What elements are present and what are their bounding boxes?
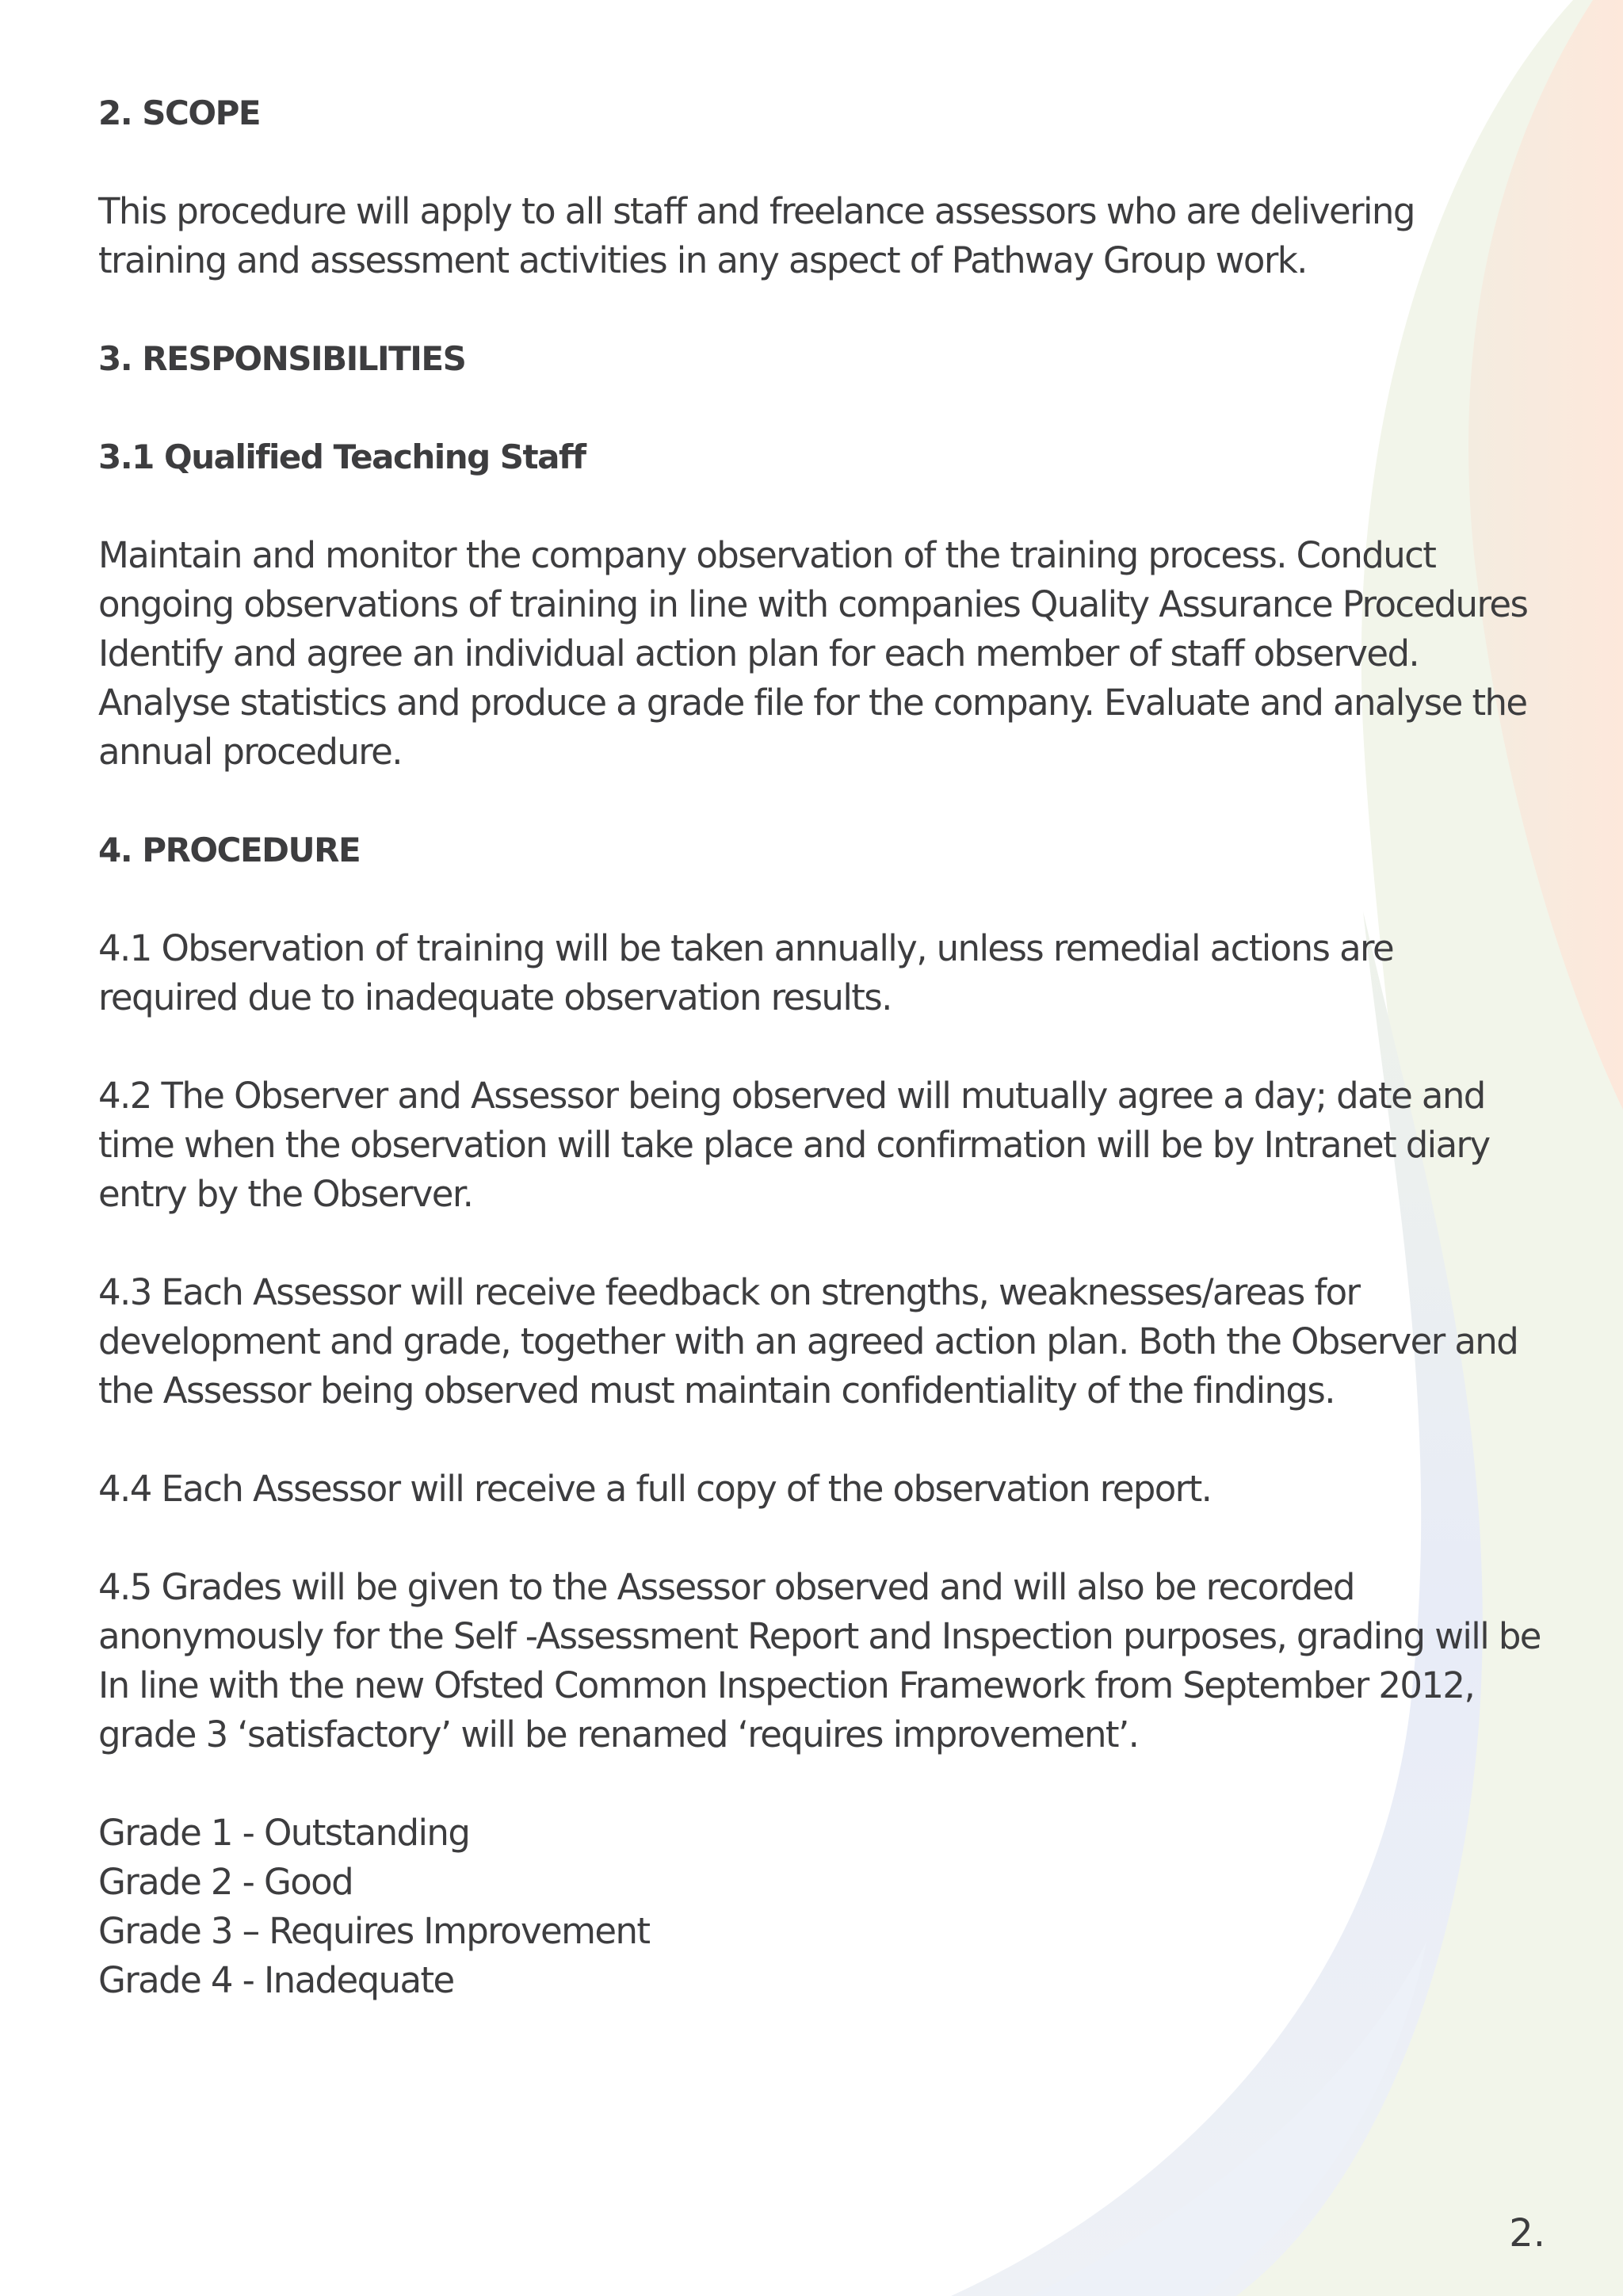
procedure-heading: 4. PROCEDURE [98, 831, 361, 869]
grade-item: Grade 3 – Requires Improvement [98, 1910, 650, 1952]
grades-list [98, 1809, 1541, 2005]
grade-item: Grade 1 - Outstanding [98, 1812, 470, 1854]
grade-item: Grade 2 - Good [98, 1861, 353, 1903]
document-page [98, 89, 1541, 2005]
page-number: 2. [1509, 2211, 1545, 2256]
grade-item: Grade 4 - Inadequate [98, 1959, 454, 2001]
scope-heading: 2. SCOPE [98, 94, 261, 132]
procedure-4-4: 4.4 Each Assessor will receive a full copy of the observation report. [98, 1468, 1212, 1510]
scope-paragraph: This procedure will apply to all staff and freelance assessors who are delivering training and assessment activities in any aspect of Pathway Group work. [98, 190, 1415, 281]
procedure-4-5: 4.5 Grades will be given to the Assessor observed and will also be recorded anonymously for the Self -Assessment Report and Inspection purposes, grading will be In line with the new Ofsted Common Inspection Framework from September 2012, grade 3 ‘satisfactory’ will be renamed ‘requires improvement’. [98, 1566, 1541, 1755]
procedure-4-2: 4.2 The Observer and Assessor being observed will mutually agree a day; date and time when the observation will take place and confirmation will be by Intranet diary entry by the Observer. [98, 1075, 1490, 1215]
procedure-4-3: 4.3 Each Assessor will receive feedback on strengths, weaknesses/areas for development and grade, together with an agreed action plan. Both the Observer and the Assessor being observed must maintain confidentiality of the findings. [98, 1271, 1518, 1412]
qualified-staff-paragraph: Maintain and monitor the company observation of the training process. Conduct ongoing observations of training in line with companies Quality Assurance Procedures Identify and agree an individual action plan for each member of staff observed. Analyse statistics and produce a grade file for the company. Evaluate and analyse the annual procedure. [98, 534, 1528, 773]
qualified-staff-heading: 3.1 Qualified Teaching Staff [98, 437, 586, 476]
responsibilities-heading: 3. RESPONSIBILITIES [98, 339, 466, 378]
procedure-4-1: 4.1 Observation of training will be taken annually, unless remedial actions are required due to inadequate observation results. [98, 927, 1394, 1018]
